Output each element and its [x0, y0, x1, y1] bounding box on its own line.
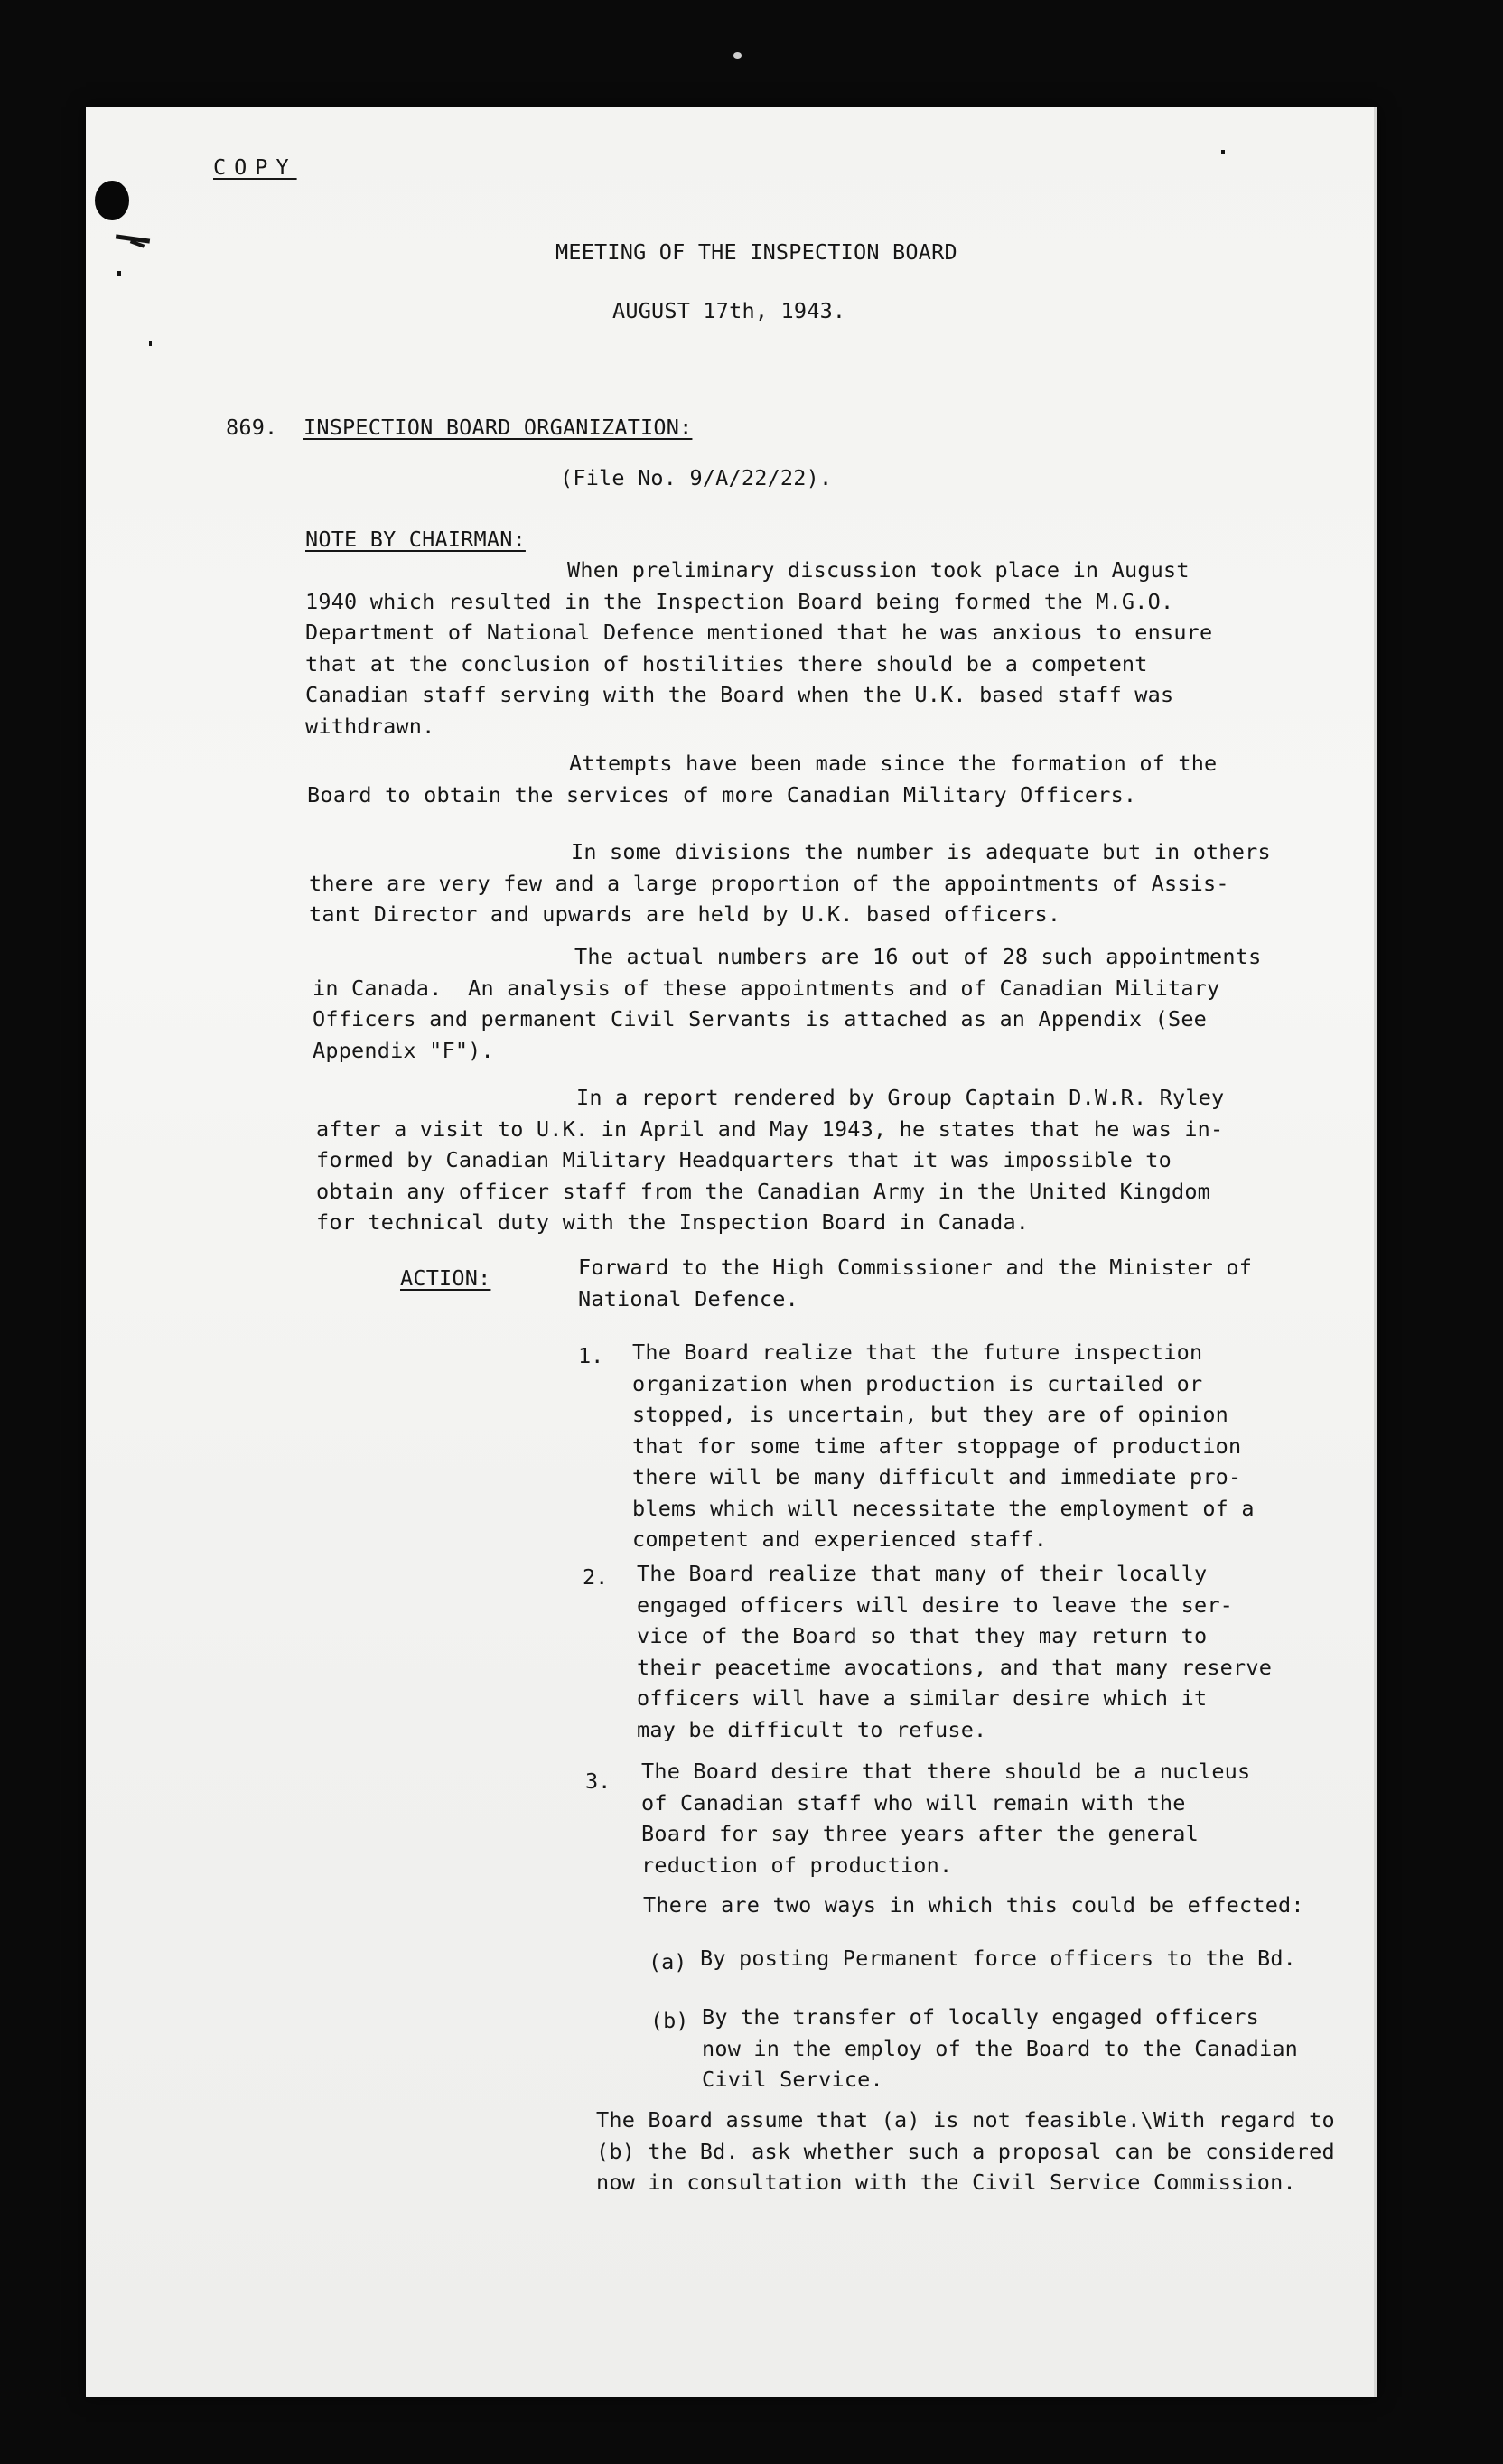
paragraph-line: obtain any officer staff from the Canadian Army in the United Kingdom: [316, 1178, 1211, 1204]
paragraph-line: Appendix "F").: [313, 1037, 494, 1063]
ink-mark: [1221, 150, 1225, 154]
action-line: National Defence.: [578, 1285, 798, 1311]
paragraph-line: in Canada. An analysis of these appointments and of Canadian Military: [313, 975, 1220, 1001]
point-line: The Board realize that many of their locally: [637, 1561, 1208, 1586]
paragraph-line: When preliminary discussion took place in August: [567, 557, 1190, 583]
item-heading: INSPECTION BOARD ORGANIZATION:: [303, 415, 693, 440]
option-a: [700, 1943, 1296, 1974]
point-line: stopped, is uncertain, but they are of opinion: [632, 1402, 1229, 1427]
note-paragraph-2: [307, 748, 1217, 810]
paragraph-line: for technical duty with the Inspection Board in Canada.: [316, 1209, 1030, 1235]
paragraph-line: In a report rendered by Group Captain D.W.R. Ryley: [576, 1085, 1225, 1110]
conclusion-line: (b) the Bd. ask whether such a proposal can be considered: [596, 2138, 1335, 2164]
ways-intro: There are two ways in which this could be effected:: [643, 1892, 1304, 1918]
paragraph-line: Department of National Defence mentioned that he was anxious to ensure: [305, 620, 1213, 645]
scan-speck: [733, 52, 742, 59]
conclusion-line: now in consultation with the Civil Service Commission.: [596, 2170, 1296, 2195]
copy-label: COPY: [213, 154, 297, 180]
paragraph-line: formed by Canadian Military Headquarters that it was impossible to: [316, 1147, 1172, 1172]
action-text: [578, 1252, 1252, 1314]
point-line: their peacetime avocations, and that many reserve: [637, 1654, 1273, 1680]
point-line: organization when production is curtailed or: [632, 1370, 1203, 1396]
option-line: Civil Service.: [702, 2067, 883, 2092]
point-line: The Board realize that the future inspection: [632, 1339, 1203, 1365]
note-paragraph-1: [305, 555, 1212, 742]
action-label: ACTION:: [400, 1265, 491, 1291]
paragraph-line: withdrawn.: [305, 713, 435, 739]
point-line: of Canadian staff who will remain with the: [641, 1789, 1186, 1815]
point-line: that for some time after stoppage of production: [632, 1433, 1242, 1459]
paragraph-line: tant Director and upwards are held by U.K. based officers.: [309, 901, 1061, 927]
point-number: 1.: [578, 1343, 604, 1368]
ink-mark: [149, 341, 152, 346]
meeting-title: MEETING OF THE INSPECTION BOARD: [555, 239, 957, 265]
item-number: 869.: [226, 415, 278, 440]
option-line: By the transfer of locally engaged officers: [702, 2004, 1259, 2030]
point-line: competent and experienced staff.: [632, 1526, 1048, 1552]
option-letter: (a): [649, 1949, 687, 1974]
point-line: there will be many difficult and immediate pro-: [632, 1464, 1242, 1489]
ink-mark: [117, 271, 121, 276]
paragraph-line: Attempts have been made since the formation of the: [569, 751, 1218, 776]
point-line: Board for say three years after the general: [641, 1821, 1199, 1846]
note-paragraph-3: [309, 836, 1271, 930]
paragraph-line: Board to obtain the services of more Canadian Military Officers.: [307, 781, 1137, 807]
point-line: reduction of production.: [641, 1852, 953, 1878]
point-line: engaged officers will desire to leave the ser-: [637, 1591, 1234, 1618]
meeting-date: AUGUST 17th, 1943.: [612, 298, 846, 323]
file-reference: (File No. 9/A/22/22).: [560, 465, 833, 490]
option-letter: (b): [650, 2008, 689, 2033]
note-label: NOTE BY CHAIRMAN:: [305, 527, 526, 552]
paragraph-line: Officers and permanent Civil Servants is attached as an Appendix (See: [313, 1006, 1208, 1031]
page-edge: [1374, 107, 1377, 2397]
paragraph-line: Canadian staff serving with the Board when the U.K. based staff was: [305, 682, 1174, 707]
action-point-1: [632, 1337, 1255, 1555]
point-line: blems which will necessitate the employment of a: [632, 1495, 1255, 1521]
point-number: 3.: [585, 1769, 611, 1794]
conclusion: [596, 2105, 1335, 2198]
paragraph-line: there are very few and a large proportion of the appointments of Assis-: [309, 870, 1229, 896]
point-line: officers will have a similar desire which it: [637, 1685, 1208, 1711]
point-line: The Board desire that there should be a nucleus: [641, 1759, 1251, 1784]
paragraph-line: In some divisions the number is adequate but in others: [571, 839, 1271, 864]
paragraph-line: 1940 which resulted in the Inspection Board being formed the M.G.O.: [305, 588, 1174, 614]
action-point-3: [641, 1756, 1250, 1881]
paragraph-line: after a visit to U.K. in April and May 1943, he states that he was in-: [316, 1115, 1224, 1142]
punch-hole: [95, 181, 129, 220]
point-line: may be difficult to refuse.: [637, 1716, 987, 1742]
action-line: Forward to the High Commissioner and the Minister of: [578, 1255, 1253, 1280]
point-number: 2.: [583, 1564, 609, 1590]
option-line: now in the employ of the Board to the Canadian: [702, 2035, 1299, 2061]
note-paragraph-4: [313, 941, 1261, 1066]
option-line: By posting Permanent force officers to the Bd.: [700, 1946, 1297, 1971]
paragraph-line: The actual numbers are 16 out of 28 such appointments: [574, 944, 1262, 969]
point-line: vice of the Board so that they may return to: [637, 1623, 1208, 1648]
action-point-2: [637, 1558, 1272, 1745]
note-paragraph-5: [316, 1082, 1224, 1238]
paragraph-line: that at the conclusion of hostilities there should be a competent: [305, 650, 1148, 677]
conclusion-line: The Board assume that (a) is not feasible.\With regard to: [596, 2107, 1335, 2133]
option-b: [702, 2002, 1298, 2095]
